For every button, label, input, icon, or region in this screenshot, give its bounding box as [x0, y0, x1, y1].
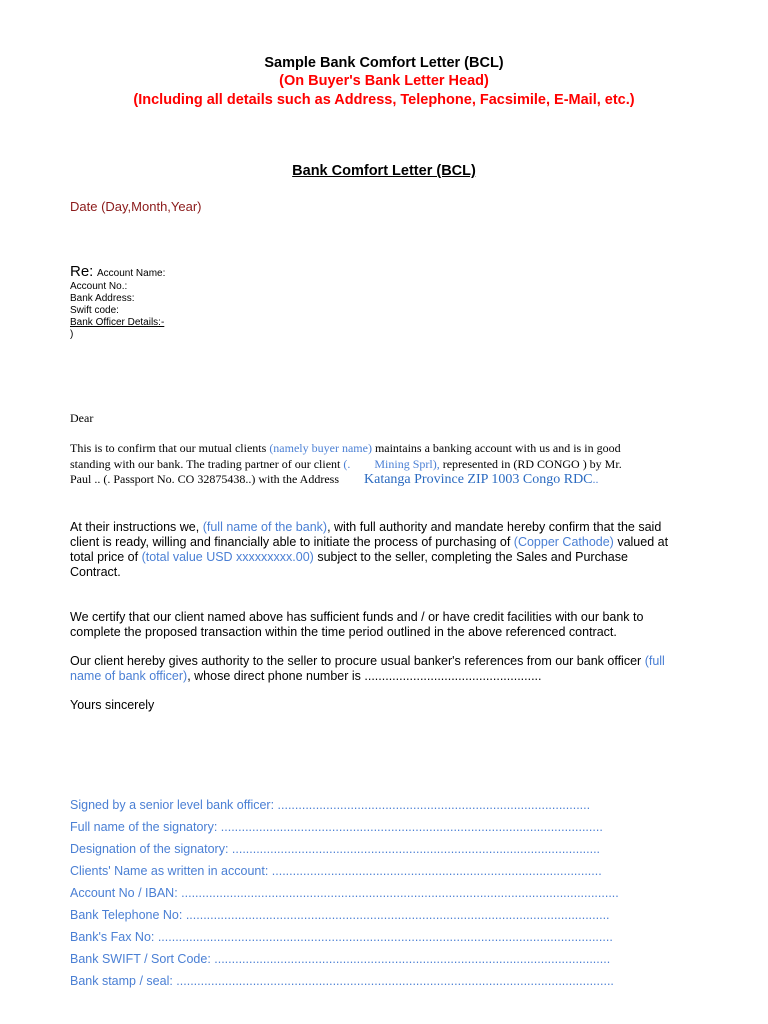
re-label: Re: [70, 263, 94, 280]
letterhead-note: (On Buyer's Bank Letter Head) [279, 73, 489, 89]
para2-line2: client is ready, willing and financially able to initiate the process of purchasing of (Copper Cathode) valued at [70, 535, 669, 549]
signature-line: Designation of the signatory: .......................................................................................................... [70, 842, 601, 856]
closing-paren: ) [70, 329, 74, 340]
para2-line1: At their instructions we, (full name of the bank), with full authority and mandate hereby confirm that the said [70, 520, 662, 534]
signature-line: Bank SWIFT / Sort Code: .................................................................................................................. [70, 952, 611, 966]
signature-line: Account No / IBAN: .............................................................................................................................. [70, 886, 619, 900]
total-value-placeholder: (total value USD xxxxxxxxx.00) [141, 550, 314, 564]
salutation: Dear [70, 411, 94, 425]
document-title: Sample Bank Comfort Letter (BCL) [264, 55, 504, 71]
partner-name-placeholder: (. Mining Sprl), [343, 457, 440, 471]
bank-address-label: Bank Address: [70, 293, 135, 304]
para1-line2: standing with our bank. The trading partner of our client (. Mining Sprl), represented in (RD CONGO ) by Mr. [70, 457, 622, 471]
letterhead-details-note: (Including all details such as Address, Telephone, Facsimile, E-Mail, etc.) [133, 92, 635, 108]
buyer-name-placeholder: (namely buyer name) [269, 441, 372, 455]
para4-line1: Our client hereby gives authority to the seller to procure usual banker's references from our bank officer (full [70, 654, 665, 668]
para4-line2: name of bank officer), whose direct phone number is ................................................... [70, 669, 542, 683]
para2-line4: Contract. [70, 565, 121, 579]
account-name-label: Account Name: [97, 268, 166, 279]
letter-title: Bank Comfort Letter (BCL) [292, 163, 476, 179]
signature-line: Signed by a senior level bank officer: .......................................................................................... [70, 798, 591, 812]
closing: Yours sincerely [70, 698, 155, 712]
signature-line: Bank stamp / seal: .............................................................................................................................. [70, 974, 614, 988]
address-placeholder: Katanga Province ZIP 1003 Congo RDC [364, 472, 593, 487]
commodity-placeholder: (Copper Cathode) [513, 535, 614, 549]
officer-name-placeholder: name of bank officer) [70, 669, 188, 683]
para1-line3: Paul .. (. Passport No. CO 32875438..) with the Address Katanga Province ZIP 1003 Congo RDC.. [70, 472, 599, 487]
date-field: Date (Day,Month,Year) [70, 199, 202, 214]
bank-officer-label: Bank Officer Details:- [70, 317, 165, 328]
account-no-label: Account No.: [70, 281, 128, 292]
bank-name-placeholder: (full name of the bank) [202, 520, 328, 534]
signature-line: Bank Telephone No: .......................................................................................................................... [70, 908, 610, 922]
para3-line2: complete the proposed transaction within the time period outlined in the above referenced contract. [70, 625, 617, 639]
swift-code-label: Swift code: [70, 305, 119, 316]
para2-line3: total price of (total value USD xxxxxxxxx.00) subject to the seller, completing the Sales and Purchase [70, 550, 628, 564]
signature-line: Clients' Name as written in account: ............................................................................................... [70, 864, 602, 878]
para3-line1: We certify that our client named above has sufficient funds and / or have credit facilities with our bank to [70, 610, 644, 624]
para1-line1: This is to confirm that our mutual clients (namely buyer name) maintains a banking account with us and is in good [70, 441, 621, 455]
signature-line: Bank's Fax No: ................................................................................................................................... [70, 930, 613, 944]
signature-line: Full name of the signatory: .............................................................................................................. [70, 820, 603, 834]
